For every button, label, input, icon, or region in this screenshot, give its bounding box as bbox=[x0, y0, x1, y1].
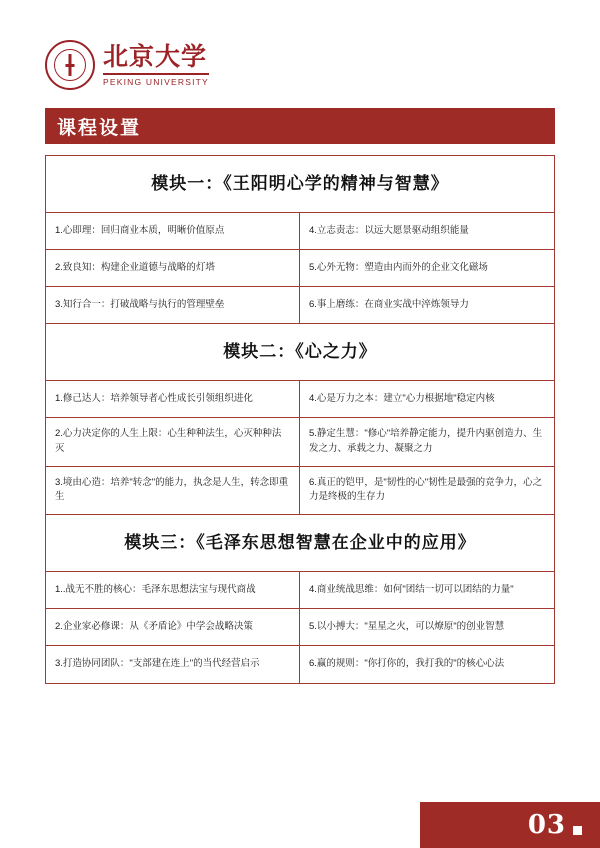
table-cell: 6.真正的铠甲，是"韧性的心"韧性是最强的竞争力，心之力是终极的生存力 bbox=[300, 467, 554, 515]
table-cell: 4.立志责志：以远大愿景驱动组织能量 bbox=[300, 213, 554, 250]
module-grid bbox=[46, 381, 554, 515]
table-cell: 1.修己达人：培养领导者心性成长引领组织进化 bbox=[46, 381, 300, 418]
page-title: 课程设置 bbox=[57, 116, 142, 139]
module-grid bbox=[46, 572, 554, 683]
module-block bbox=[46, 156, 554, 324]
table-cell: 5.以小搏大："星星之火，可以燎原"的创业智慧 bbox=[300, 609, 554, 646]
table-cell: 1..战无不胜的核心：毛泽东思想法宝与现代商战 bbox=[46, 572, 300, 609]
table-cell: 2.致良知：构建企业道德与战略的灯塔 bbox=[46, 250, 300, 287]
footer-square-icon bbox=[573, 826, 582, 835]
module-heading: 模块三：《毛泽东思想智慧在企业中的应用》 bbox=[46, 515, 554, 572]
page-title-band bbox=[45, 108, 555, 144]
table-cell: 2.心力决定你的人生上限：心生种种法生，心灭种种法灭 bbox=[46, 418, 300, 466]
logo-english-name: PEKING UNIVERSITY bbox=[103, 76, 209, 87]
table-cell: 3.打造协同团队："支部建在连上"的当代经营启示 bbox=[46, 646, 300, 683]
page-number: 03 bbox=[527, 810, 566, 840]
peking-university-seal-icon bbox=[45, 40, 95, 90]
table-cell: 3.知行合一：打破战略与执行的管理壁垒 bbox=[46, 287, 300, 324]
table-cell: 6.事上磨练：在商业实战中淬炼领导力 bbox=[300, 287, 554, 324]
page-footer bbox=[420, 802, 600, 848]
module-block bbox=[46, 515, 554, 683]
module-heading: 模块二：《心之力》 bbox=[46, 324, 554, 381]
module-grid bbox=[46, 213, 554, 324]
table-cell: 4.心是万力之本：建立"心力根据地"稳定内核 bbox=[300, 381, 554, 418]
logo-divider bbox=[103, 73, 209, 75]
course-modules-table bbox=[45, 155, 555, 684]
logo-text-group bbox=[103, 41, 209, 87]
module-block bbox=[46, 324, 554, 515]
table-cell: 1.心即理：回归商业本质，明晰价值原点 bbox=[46, 213, 300, 250]
table-cell: 3.境由心造：培养"转念"的能力，执念是人生，转念即重生 bbox=[46, 467, 300, 515]
table-cell: 6.赢的规则："你打你的，我打我的"的核心心法 bbox=[309, 658, 505, 670]
logo-chinese-name: 北京大学 bbox=[103, 41, 208, 71]
module-heading: 模块一：《王阳明心学的精神与智慧》 bbox=[46, 156, 554, 213]
table-cell: 2.企业家必修课：从《矛盾论》中学会战略决策 bbox=[46, 609, 300, 646]
table-cell: 5.心外无物：塑造由内而外的企业文化磁场 bbox=[300, 250, 554, 287]
university-logo bbox=[45, 40, 209, 90]
table-cell: 5.静定生慧："修心"培养静定能力，提升内驱创造力、生发之力、承载之力、凝聚之力 bbox=[300, 418, 554, 466]
table-cell: 4.商业统战思维：如何"团结一切可以团结的力量" bbox=[300, 572, 554, 609]
